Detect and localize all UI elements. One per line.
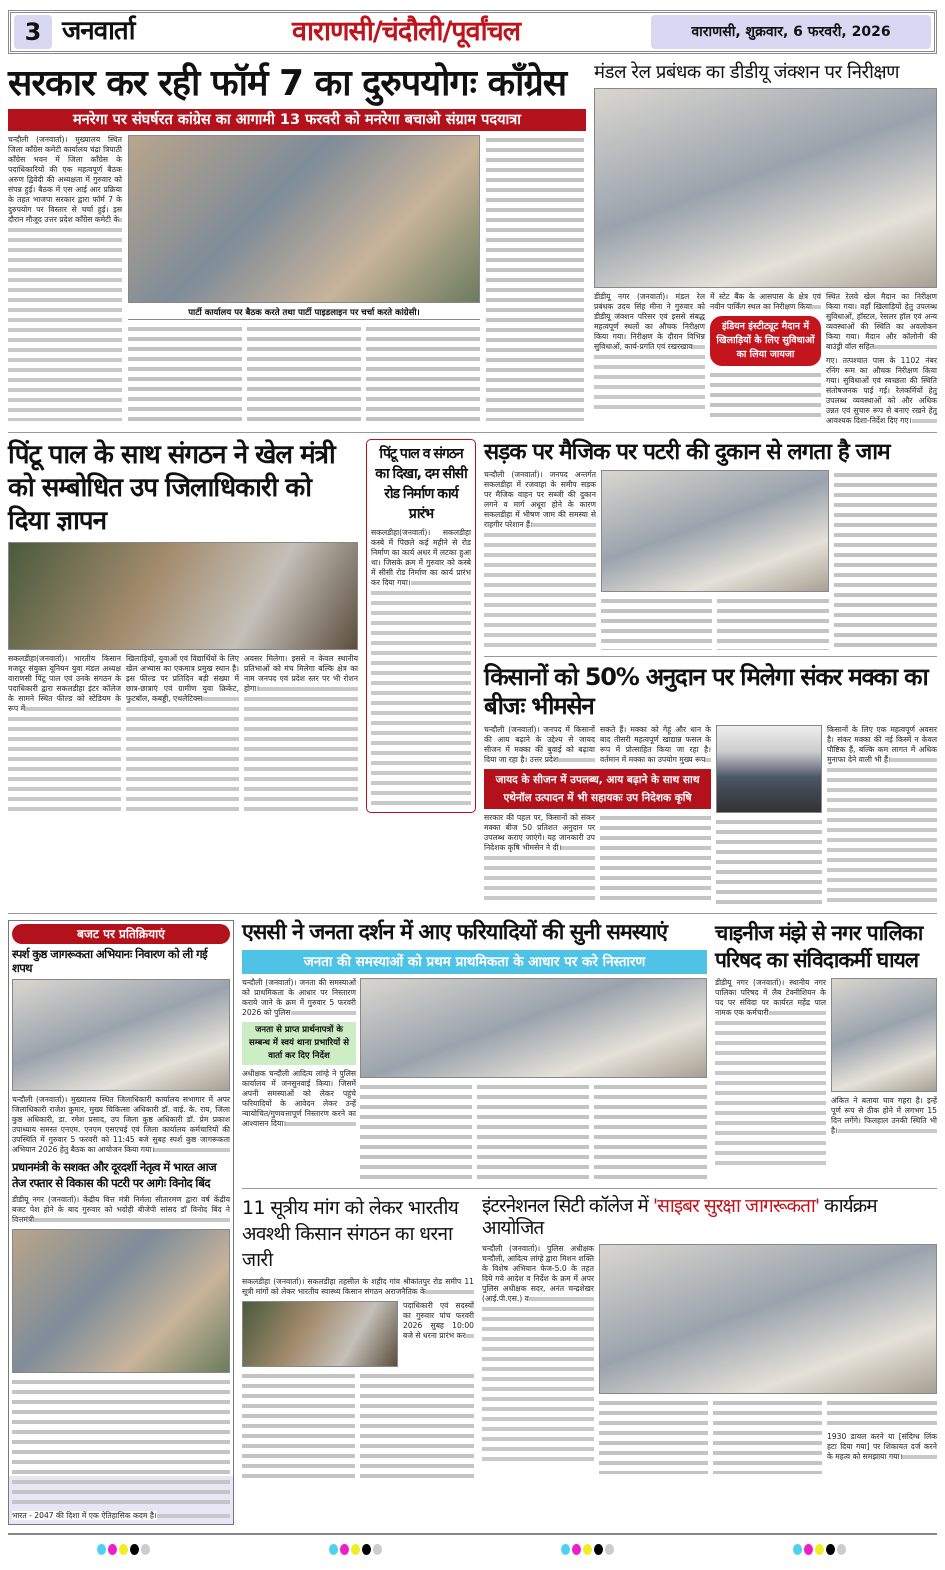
article-body [601, 596, 712, 650]
article-body [128, 324, 242, 424]
dateline: वाराणसी, शुक्रवार, 6 फरवरी, 2026 [651, 15, 931, 49]
article-body [360, 1082, 472, 1182]
headline-manjha: चाइनीज मंझे से नगर पालिका परिषद का संविदाकर्मी घायल [715, 920, 923, 972]
article-body [716, 817, 822, 907]
headline-cyber-pre: इंटरनेशनल सिटी कॉलेज में [482, 1194, 653, 1217]
color-dots-icon [97, 1540, 152, 1559]
article-body: पदाधिकारी एवं सदस्यों का गुरुवार पांच फरवरी 2026 सुबह 10:00 बजे से धरना प्रारंभ कर [403, 1300, 474, 1340]
paper-name: जनवार्ता [62, 16, 135, 47]
railway-highlight-box: इंडियन इंस्टीट्यूट मैदान में खिलाड़ियों के लिए सुविधाओं का लिया जायजा [710, 316, 821, 366]
article-body: चन्दौली (जनवार्ता)। जनता की समस्याओं को प्राथमिकता के आधार पर निस्तारण कराये जाने के क्रम में गुरुवार 5 फरवरी 2026 को पुलिस [242, 977, 356, 1017]
divider [484, 656, 937, 657]
registration-marks [8, 1535, 937, 1564]
article-body: भारत - 2047 की दिशा में एक ऐतिहासिक कदम है। [12, 1511, 230, 1521]
headline-pintu: पिंटू पाल के साथ संगठन ने खेल मंत्री को सम्बोधित उप जिलाधिकारी को दिया ज्ञापन [8, 440, 335, 537]
article-body: सकलडीहा (जनवार्ता)। सकलडीहा तहसील के शहीद गांव श्रीकांतपुर रोड समीप 11 सूत्री मांगों को लेकर भारतीय स्वास्थ्य किसान संगठन अराजनैतिक के [242, 1276, 474, 1296]
article-body [366, 324, 480, 424]
article-body [360, 1371, 474, 1481]
article-body: खिलाड़ियों, युवाओं एवं विद्यार्थियों के लिए खेल अभ्यास का एकमात्र प्रमुख स्थान है। इस फील्ड पर प्रतिदिन बड़ी संख्या में छात्र-छात्राएं एवं ग्रामीण युवा क्रिकेट, फुटबॉल, कबड्डी, एथलेटिक्स [126, 654, 239, 814]
article-body: अंकित ने बताया घाव गहरा है। इन्हें पूर्ण रूप से ठीक होने में लगभग 15 दिन लगेंगे। फिलहाल उनकी स्थिति भी है। [831, 1095, 937, 1135]
budget-banner: बजट पर प्रतिक्रियाएं [12, 924, 230, 944]
sp-banner: जनता की समस्याओं को प्रथम प्राथमिकता के आधार पर करे निस्तारण [242, 950, 707, 974]
article-body: चन्दौली (जनवार्ता)। पुलिस अधीक्षक चन्दौली, आदित्य लांग्हे द्वारा मिशन शक्ति के विशेष अभियान फेज-5.0 के तहत दिये गये आदेश व निर्देश के क्रम में अपर पुलिस अधीक्षक सदर, अनंत चन्द्रशेखर (आई.पी.एस.) व [482, 1244, 594, 1464]
article-body [717, 596, 829, 650]
article-body: चन्दौली (जनवार्ता)। जनपद में किसानों की आय बढ़ाने के उद्देश्य से जायद सीजन में मक्का की बुवाई को बढ़ावा दिया जा रहा है। उत्तर प्रदेश [484, 724, 595, 764]
railway-inspection-photo [594, 88, 937, 288]
article-body: अधीक्षक चन्दौली आदित्य लांग्हे ने पुलिस कार्यालय में जनसुनवाई किया। जिसमें अपनी समस्याओं को लेकर पहुंचे फरियादियों के आवेदन लेकर उन्हें न्यायोचित/गुणवत्तापूर्ण निस्तारण करने का आश्वासन दिया। [242, 1068, 356, 1128]
railway-story [594, 62, 937, 426]
page-number: 3 [14, 15, 52, 49]
divider [8, 432, 937, 433]
congress-story [8, 62, 586, 424]
kisan-dharna-story [242, 1195, 474, 1481]
subhead-congress: मनरेगा पर संघर्षरत कांग्रेस का आगामी 13 फरवरी को मनरेगा बचाओ संग्राम पदयात्रा [8, 109, 586, 131]
memorandum-photo [8, 542, 358, 650]
article-body: किसानों के लिए एक महत्वपूर्ण अवसर है। संकर मक्का की नई किस्में न केवल पौष्टिक हैं, बल्कि कम लागत में अधिक मुनाफा देने वाली भी हैं। [827, 725, 937, 905]
edition-title: वाराणसी/चंदौली/पूर्वांचल [292, 15, 521, 47]
article-body [242, 1371, 355, 1481]
headline-kisan-dharna: 11 सूत्रीय मांग को लेकर भारतीय अवश्थी किसान संगठन का धरना जारी [242, 1196, 459, 1271]
headline-leprosy: स्पर्श कुष्ठ जागरूकता अभियानः निवारण को ली गई शपथ [12, 946, 208, 975]
article-body [477, 1082, 589, 1182]
article-body [713, 1398, 822, 1474]
sp-highlight-box: जनता से प्राप्त प्रार्थनापत्रों के सम्बन्ध में स्वयं थाना प्रभारियों से वार्ता कर दिए निर्देश [242, 1022, 356, 1065]
article-body: सरकार की पहल पर, किसानों को संकर मक्का बीज 50 प्रतिशत अनुदान पर उपलब्ध कराए जाएंगे। यह जानकारी उप निदेशक कृषि भीमसेन ने दी। [484, 813, 595, 903]
photo-caption: पार्टी कार्यालय पर बैठक करते तथा पार्टी पाइडलाइन पर चर्चा करते कांग्रेसी। [128, 307, 480, 320]
leprosy-meeting-photo [12, 979, 230, 1091]
congress-meeting-photo [128, 135, 480, 303]
headline-congress: सरकार कर रही फॉर्म 7 का दुरुपयोगः कॉंग्रेस [8, 63, 567, 104]
article-body: अवसर मिलेगा। इससे न केवल स्थानीय प्रतिभाओं को मंच मिलेगा बल्कि क्षेत्र का नाम जनपद एवं प्रदेश स्तर पर भी रोशन होगा। [244, 654, 358, 814]
headline-maize: किसानों को 50% अनुदान पर मिलेगा संकर मक्का का बीजः भीमसेन [484, 663, 928, 720]
article-body: स्थित रेलवे खेल मैदान का निरीक्षण किया गया। वहाँ खिलाड़ियों हेतु उपलब्ध सुविधाओं, हॉस्टल, रेसलर हॉल एवं अन्य व्यवस्थाओं की स्थिति का अवलोकन किया गया। मैदान और कॉलोनी की बाउंड्री वॉल सहित [826, 292, 937, 352]
sp-story [242, 920, 707, 1182]
cc-road-box [366, 439, 476, 813]
divider [8, 913, 937, 914]
article-body: सकलडीहा(जनवार्ता)। भारतीय किसान मजदूर संयुक्त यूनियन युवा मंडल अध्यक्ष वाराणसी पिंटू पाल एवं उनके संगठन के पदाधिकारी द्वारा सकलडीहा इंटर कॉलेज के सामने स्थित फील्ड को स्टेडियम के रूप में [8, 654, 121, 814]
headline-sp: एससी ने जनता दर्शन में आए फरियादियों की सुनी समस्याएं [242, 919, 668, 945]
article-body [594, 1082, 707, 1182]
article-body: डीडीयू नगर (जनवार्ता)। स्थानीय नगर पालिका परिषद में लैब टेक्नीशियन के पद पर संविदा पर कार्यरत महेंद्र पाल नामक एक कर्मचारी [715, 978, 826, 1168]
headline-railway: मंडल रेल प्रबंधक का डीडीयू जंक्शन पर निरीक्षण [594, 62, 900, 83]
pintu-story [8, 439, 358, 814]
deputy-director-portrait [716, 725, 822, 813]
manjha-story [715, 920, 937, 1168]
article-body: चन्दौली (जनवार्ता)। मुख्यालय स्थित जिला कॉंग्रेस कमेटी कार्यालय चंद्रा त्रिपाठी कॉंग्रेस भवन में जिला कॉंग्रेस के पदाधिकारियों की एक महत्वपूर्ण बैठक अरुण द्विवेदी की अध्यक्षता में गुरुवार को संपन्न हुई। बैठक में एस आई आर प्रक्रिया के तहत भाजपा सरकार द्वारा फॉर्म 7 के दुरुपयोग पर विस्तार से चर्चा हुई। इस दौरान मौजूद उत्तर प्रदेश कॉंग्रेस कमेटी के [8, 135, 122, 421]
article-body [486, 135, 584, 421]
article-body [600, 813, 711, 903]
article-body: में स्टेट बैंक के आसपास के क्षेत्र एवं नवीन पार्किंग स्थल का निरीक्षण किया [710, 292, 821, 312]
article-body [599, 1398, 708, 1474]
janta-darshan-photo [360, 978, 707, 1078]
headline-cyber [482, 1195, 937, 1241]
article-body: सकते हैं। मक्का को गेहूं और धान के बाद तीसरी महत्वपूर्ण खाद्यान्न फसल के रूप में प्रोत्साहित किया जा रहा है। वर्तमान में मक्का का उपयोग मुख्य रूप [600, 724, 711, 764]
article-body: डीडीयू नगर (जनवार्ता)। केंद्रीय वित्त मंत्री निर्मला सीतारमण द्वारा वर्ष केंद्रीय बजट पेश होने के बाद गुरुवार को भदोही बीजेपी सांसद डॉ विनोद बिंद ने वित्तमंत्री [12, 1195, 230, 1225]
article-body [834, 470, 937, 650]
color-dots-icon [329, 1540, 384, 1559]
vinod-bind-finance-minister-photo [12, 1229, 230, 1373]
injured-worker-photo [831, 978, 937, 1092]
article-body [247, 324, 361, 424]
headline-vinod-bind: प्रधानमंत्री के सशक्त और दूरदर्शी नेतृत्व में भारत आज तेज रफ्तार से विकास की पटरी पर आगेः विनोद बिंद [12, 1160, 216, 1191]
cyber-story [482, 1195, 937, 1475]
article-body: सकलडीहा(जनवार्ता)। सकलडीहा कस्बे में पिछले कई महीने से रोड निर्माण का कार्य अधर में लटका हुआ था। जिसके क्रम में गुरुवार को कस्बे में सीसी रोड निर्माण का कार्य प्रारंभ कर दिया गया। [371, 528, 471, 808]
divider [242, 1188, 937, 1189]
article-body: डीडीयू नगर (जनवार्ता)। मंडल रेल प्रबंधक उदय सिंह मीना ने गुरुवार को डीडीयू जंक्शन परिसर एवं इससे संबद्ध महत्वपूर्ण स्थलों का औचक निरीक्षण किया गया। निरीक्षण के दौरान विभिन्न सुविधाओं, कार्य-प्रगति एवं रखरखाव [594, 292, 705, 412]
masthead [8, 10, 937, 54]
article-body: चन्दौली (जनवार्ता)। जनपद अन्तर्गत सकलडीहा में रजवाहा के समीप सड़क पर मैजिक वाहन पर सब्जी की दुकान लगने व मार्ग अधूरा होने के कारण सकलडीहा में भीषण जाम की समस्या से राहगीर परेशान हैं। [484, 470, 596, 650]
article-body [710, 370, 821, 420]
headline-magic: सड़क पर मैजिक पर पटरी की दुकान से लगता है जाम [484, 439, 890, 466]
headline-cc-road: पिंटू पाल व संगठन का दिखा, दम सीसी रोड निर्माण कार्य प्रारंभ [375, 446, 467, 523]
headline-cyber-quote: 'साइबर सुरक्षा जागरूकता' [652, 1194, 820, 1217]
article-body [12, 1377, 230, 1507]
dharna-photo [242, 1301, 398, 1367]
color-dots-icon [793, 1540, 848, 1559]
headline-cyber-post: कार्यक्रम आयोजित [482, 1194, 877, 1240]
maize-highlight-box: जायद के सीजन में उपलब्ध, आय बढ़ाने के साथ साथ एथेनॉल उत्पादन में भी सहायकः उप निदेशक कृषि [484, 769, 711, 809]
article-body: 1930 डायल करने या [संदिग्ध लिंक हटा दिया गया] पर शिकायत दर्ज करने के महत्व को समझाया गया। [827, 1432, 937, 1462]
budget-reactions-box [8, 920, 234, 1526]
cyber-awareness-photo [599, 1244, 937, 1394]
color-dots-icon [561, 1540, 616, 1559]
traffic-jam-photo [601, 470, 829, 592]
article-body [827, 1398, 937, 1428]
article-body: चन्दौली (जनवार्ता)। मुख्यालय स्थित जिलाधिकारी कार्यालय सभागार में अपर जिलाधिकारी राजेश कुमार, मुख्य चिकित्सा अधिकारी डॉ. वाई. के. राय, जिला कुष्ठ अधिकारी, डा. रमेश प्रसाद, उप जिला कुष्ठ अधिकारी डॉ. प्रेम प्रकाश उपाध्याय समस्त एनएम. एनएम एसएचई एवं जिला कार्यालय कर्मचारियों की उपस्थिति में गुरुवार 5 फरवरी को 11:45 बजे सुबह स्पर्श कुष्ठ जागरूकता अभियान 2026 हेतु बैठक का आयोजन किया गया। [12, 1095, 230, 1155]
article-body: गए। तत्पश्चात पास के 1102 नंबर रनिंग रूम का औचक निरीक्षण किया गया। सुविधाओं एवं स्वच्छता की स्थिति संतोषजनक पाई गई। रेलकर्मियों हेतु उपलब्ध व्यवस्थाओं को और अधिक उन्नत एवं सुचारु रूप से बनाए रखने हेतु आवश्यक दिशा-निर्देश दिए गए। [826, 356, 937, 426]
